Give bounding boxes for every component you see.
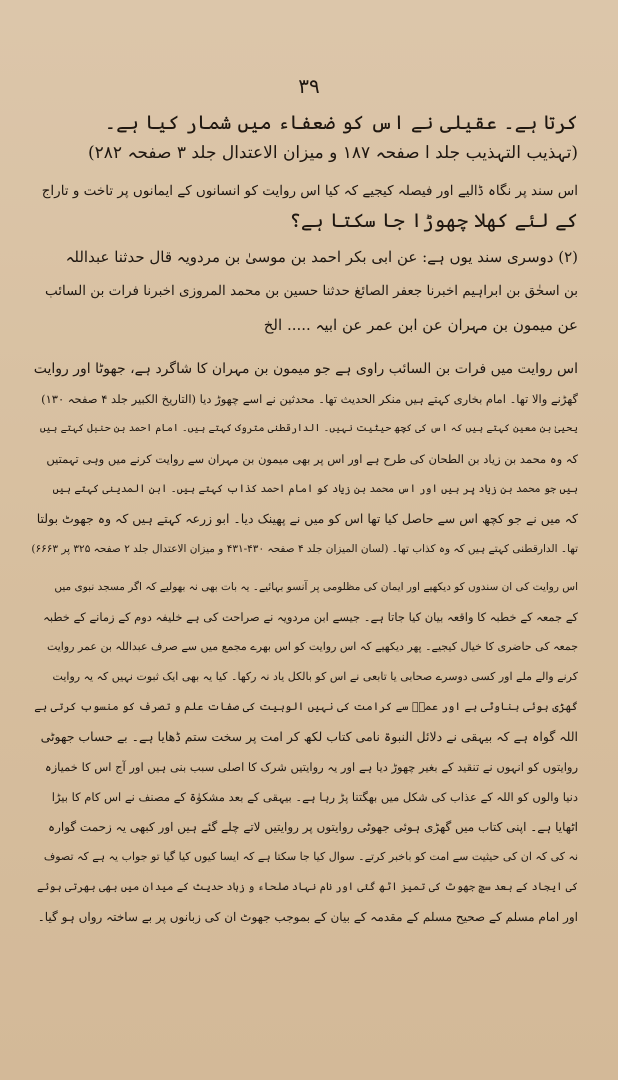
chain-line: (۲) دوسری سند یوں ہے: عن ابی بکر احمد بن موسیٰ بن مردویہ قال حدثنا عبداللہ bbox=[65, 248, 578, 266]
text-line: کرتا ہے۔ عقیلی نے اس کو ضعفاء میں شمار کیا ہے۔ bbox=[104, 111, 578, 134]
text-line: گھڑنے والا تھا۔ امام بخاری کہتے ہیں منکر الحدیث تھا۔ محدثین نے اسے چھوڑ دیا (التاریخ الکبیر جلد ۴ صفحہ ۱۳۰) bbox=[41, 392, 578, 406]
text-line: ہیں جو محمد بن زیاد پر ہیں اور اس محمد بن زیاد کو امام احمد کذاب کہتے ہیں۔ ابن المدینی کہتے ہیں bbox=[52, 483, 578, 495]
text-line: نہ کی کہ ان کی حیثیت سے امت کو باخبر کرتے۔ سوال کیا جا سکتا ہے کہ ایسا کیوں کیا گیا تو جواب یہ ہے کہ تصوف bbox=[43, 850, 578, 863]
text-line: کی ایجاد کے بعد سچ جھوٹ کی تمیز اٹھ گئی اور نام نہاد صلحاء و زہاد حدیث کے میدان میں بھی بھرتی ہوئے bbox=[36, 881, 578, 893]
text-line: اس روایت میں فرات بن السائب راوی ہے جو میمون بن مہران کا شاگرد ہے، جھوٹا اور روایت bbox=[33, 361, 578, 377]
chain-line: عن میمون بن مہران عن ابن عمر عن ابیہ ..... الخ bbox=[263, 316, 578, 334]
text-line: دنیا والوں کو اللہ کے عذاب کی شکل میں بھگتنا پڑ رہا ہے۔ بیہقی کے بعد مشکوٰۃ کے مصنف نے اس کام کا بیڑا bbox=[51, 790, 578, 804]
text-line: اٹھایا ہے۔ اپنی کتاب میں گھڑی ہوئی جھوٹی روایتوں پر روایتیں لاتے چلے گئے ہیں اور کبھی یہ زحمت گوارہ bbox=[48, 820, 578, 834]
text-line: کہ وہ محمد بن زیاد بن الطحان کی طرح ہے اور اس پر بھی میمون بن مہران سے روایت کرنے میں وہی تہمتیں bbox=[46, 452, 578, 466]
text-line: تھا۔ الدارقطنی کہتے ہیں کہ وہ کذاب تھا۔ (لسان المیزان جلد ۴ صفحہ ۴۳۰-۴۳۱ و میزان الاعتدال جلد ۲ صفحہ ۳۲۵ پر ۶۶۶۳) bbox=[31, 543, 578, 555]
text-line: کے جمعہ کے خطبہ کا واقعہ بیان کیا جاتا ہے۔ جیسے ابن مردویہ نے صراحت کی ہے خلیفہ دوم کے زمانے کے خطبہ bbox=[43, 610, 578, 624]
text-line: کرنے والے ملے اور کسی دوسرے صحابی یا تابعی نے اس کو بالکل یاد نہ رکھا۔ کیا یہ بھی ایک ثبوت نہیں کہ یہ روایت bbox=[52, 670, 578, 683]
text-line: اس روایت کی ان سندوں کو دیکھیے اور ایمان کی مظلومی پر آنسو بہائیے۔ یہ بات بھی نہ بھولیے کہ اگر مسجد نبوی میں bbox=[54, 581, 578, 593]
page-number: ۳۹ bbox=[298, 74, 320, 98]
text-line: روایتوں کو انہوں نے تنقید کے بغیر چھوڑ دیا ہے اور یہ روایتیں شرک کا اصلی سبب بنی ہیں اور آج اس کا خمیازہ bbox=[44, 760, 578, 774]
text-line: کے لئے کھلا چھوڑا جا سکتا ہے؟ bbox=[289, 209, 578, 232]
text-line: یحییٰ بن معین کہتے ہیں کہ اس کی کچھ حیثیت نہیں۔ الدارقطنی متروک کہتے ہیں۔ امام احمد بن حنبل کہتے ہیں bbox=[39, 423, 578, 434]
text-line: اور امام مسلم کے صحیح مسلم کے مقدمہ کے بیان کے بموجب جھوٹ ان کی زبانوں پر بے ساختہ رواں ہو گیا۔ bbox=[37, 910, 578, 924]
page-body bbox=[30, 108, 578, 932]
text-line: اللہ گواہ ہے کہ بیہقی نے دلائل النبوۃ نامی کتاب لکھ کر امت پر سخت ستم ڈھایا ہے۔ بے حساب جھوٹی bbox=[40, 729, 578, 744]
text-line: جمعہ کی حاضری کا خیال کیجیے۔ پھر دیکھیے کہ اس روایت کو اس بھرے مجمع میں سے صرف عبداللہ بن عمر روایت bbox=[46, 640, 578, 653]
text-line: اس سند پر نگاہ ڈالیے اور فیصلہ کیجیے کہ کیا اس روایت کو انسانوں کے ایمانوں پر تاخت و تاراج bbox=[41, 183, 578, 199]
chain-line: بن اسحٰق بن ابراہیم اخبرنا جعفر الصائغ حدثنا حسین بن محمد المروزی اخبرنا فرات بن السائب bbox=[44, 283, 578, 299]
text-line: گھڑی ہوئی بناوٹی ہے اور عمرؓ سے کرامت کی نہیں الوہیت کی صفات علم و تصرف کو منسوب کرتی ہے bbox=[34, 700, 578, 713]
reference-line: (تہذیب التہذیب جلد ا صفحہ ۱۸۷ و میزان الاعتدال جلد ۳ صفحہ ۲۸۲) bbox=[88, 143, 578, 163]
text-line: کہ میں نے جو کچھ اس سے حاصل کیا تھا اس کو میں نے پھینک دیا۔ ابو زرعہ کہتے ہیں کہ وہ جھوٹ بولتا bbox=[36, 511, 578, 526]
